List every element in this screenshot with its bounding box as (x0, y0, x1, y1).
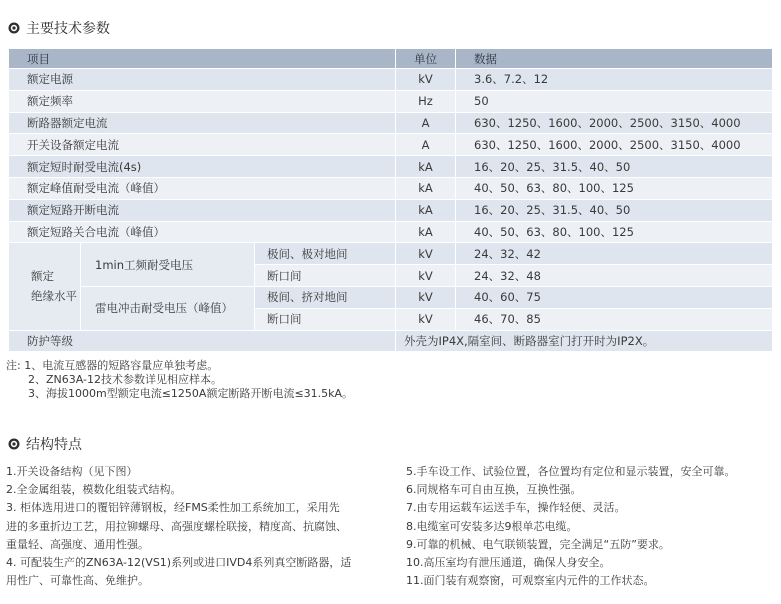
section-title-text: 主要技术参数 (26, 21, 110, 37)
row-item: 断路器额定电流 (9, 112, 396, 134)
row-unit: kA (396, 177, 456, 199)
feature-line: 7.由专用运载车运送手车，操作轻便、灵活。 (406, 501, 626, 515)
feature-line: 10.高压室均有泄压通道，确保人身安全。 (406, 556, 611, 570)
table-row (9, 69, 773, 91)
insulation-sub-item: 极间、挤对地间 (255, 286, 396, 308)
row-unit: kA (396, 156, 456, 178)
table-row (9, 286, 773, 308)
table-row (9, 90, 773, 112)
insulation-label (9, 243, 81, 330)
feature-line: 5.手车设工作、试验位置，各位置均有定位和显示装置，安全可靠。 (406, 465, 736, 478)
note-line: 3、海拔1000m型额定电流≤1250A额定断路开断电流≤31.5kA。 (28, 387, 354, 400)
spec-table (8, 48, 773, 352)
table-row (9, 221, 773, 243)
features-left-column (6, 463, 396, 590)
row-data: 630、1250、1600、2000、2500、3150、4000 (456, 134, 773, 156)
row-data: 46、70、85 (456, 308, 773, 330)
row-item: 额定峰值耐受电流（峰值） (9, 177, 396, 199)
section-title-main-params (8, 18, 110, 38)
row-item: 开关设备额定电流 (9, 134, 396, 156)
header-item: 项目 (9, 49, 396, 69)
table-row (9, 330, 773, 352)
feature-line: 2.全金属组装，模数化组装式结构。 (6, 483, 182, 497)
gear-bullet-icon (8, 22, 20, 34)
row-unit: kV (396, 265, 456, 287)
row-item: 额定频率 (9, 90, 396, 112)
insulation-group-name: 雷电冲击耐受电压（峰值） (81, 286, 255, 330)
table-row (9, 199, 773, 221)
row-data: 24、32、48 (456, 265, 773, 287)
row-item: 额定电源 (9, 69, 396, 91)
section-title-structure (8, 434, 82, 454)
insulation-sub-item: 极间、极对地间 (255, 243, 396, 265)
insulation-group-name: 1min工频耐受电压 (81, 243, 255, 287)
feature-line: 6.同规格车可自由互换，互换性强。 (406, 483, 582, 497)
row-unit: A (396, 134, 456, 156)
row-unit: kV (396, 69, 456, 91)
gear-bullet-icon (8, 438, 20, 450)
header-data: 数据 (456, 49, 773, 69)
insulation-label-line: 额定 (31, 269, 54, 284)
row-unit: A (396, 112, 456, 134)
row-data: 630、1250、1600、2000、2500、3150、4000 (456, 112, 773, 134)
feature-line: 8.电缆室可安装多达9根单芯电缆。 (406, 519, 578, 533)
feature-line: 1.开关设备结构（见下图） (6, 465, 138, 478)
row-item: 额定短时耐受电流(4s) (9, 156, 396, 178)
row-unit: kV (396, 308, 456, 330)
insulation-sub-item: 断口间 (255, 308, 396, 330)
row-unit: kV (396, 243, 456, 265)
features-right-column (406, 463, 778, 590)
section-title-text: 结构特点 (26, 437, 82, 453)
row-data: 3.6、7.2、12 (456, 69, 773, 91)
table-row (9, 177, 773, 199)
table-row (9, 243, 773, 265)
row-data: 24、32、42 (456, 243, 773, 265)
row-unit: kA (396, 199, 456, 221)
feature-line: 3. 柜体选用进口的覆铝锌薄钢板，经FMS柔性加工系统加工，采用先 (6, 501, 340, 515)
feature-line: 进的多重折边工艺，用拉铆螺母、高强度螺栓联接，精度高、抗腐蚀、 (6, 519, 347, 533)
table-row (9, 134, 773, 156)
feature-line: 9.可靠的机械、电气联锁装置，完全满足“五防”要求。 (406, 537, 670, 551)
note-line: 2、ZN63A-12技术参数详见相应样本。 (28, 373, 223, 386)
row-data: 50 (456, 90, 773, 112)
table-header-row (9, 49, 773, 69)
note-line (6, 359, 353, 373)
insulation-label-line: 绝缘水平 (31, 289, 77, 304)
row-item: 额定短路开断电流 (9, 199, 396, 221)
row-data: 16、20、25、31.5、40、50 (456, 199, 773, 221)
row-data: 40、60、75 (456, 286, 773, 308)
notes-prefix: 注: (6, 359, 25, 372)
feature-line: 重量轻、高强度、通用性强。 (6, 537, 149, 551)
insulation-sub-item: 断口间 (255, 265, 396, 287)
header-unit: 单位 (396, 49, 456, 69)
feature-line: 4. 可配装生产的ZN63A-12(VS1)系列或进口IVD4系列真空断路器，适 (6, 556, 352, 570)
row-data: 40、50、63、80、100、125 (456, 177, 773, 199)
note-text: 1、电流互感器的短路容量应单独考虑。 (24, 359, 219, 372)
row-data: 40、50、63、80、100、125 (456, 221, 773, 243)
table-row (9, 156, 773, 178)
row-unit: Hz (396, 90, 456, 112)
row-data: 16、20、25、31.5、40、50 (456, 156, 773, 178)
feature-line: 用性广、可靠性高、免维护。 (6, 574, 149, 588)
notes-block (6, 359, 353, 401)
table-row (9, 112, 773, 134)
feature-line: 11.面门装有观察窗，可观察室内元件的工作状态。 (406, 574, 655, 588)
row-unit: kV (396, 286, 456, 308)
row-item: 额定短路关合电流（峰值） (9, 221, 396, 243)
row-unit: kA (396, 221, 456, 243)
row-item: 防护等级 (9, 330, 396, 352)
row-data: 外壳为IP4X,隔室间、断路器室门打开时为IP2X。 (396, 330, 773, 352)
